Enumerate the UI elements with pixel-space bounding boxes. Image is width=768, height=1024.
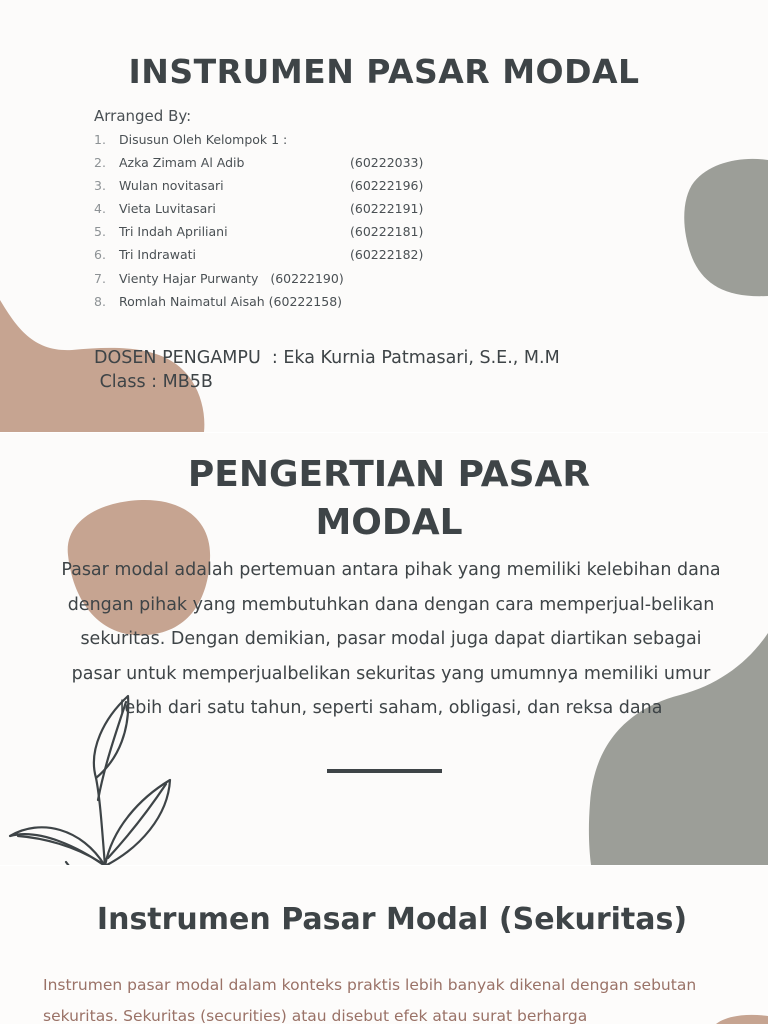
- page-title: INSTRUMEN PASAR MODAL: [128, 52, 640, 91]
- item-number: 6.: [94, 247, 106, 263]
- divider-bar: [327, 769, 442, 773]
- list-item: [94, 132, 344, 155]
- title-line-2: MODAL: [315, 502, 463, 543]
- lecturer-info: [94, 346, 560, 394]
- body-paragraph: Instrumen pasar modal dalam konteks praktis lebih banyak dikenal dengan sebutan sekuritas. Sekuritas (securities) atau disebut efek atau surat berharga: [43, 976, 697, 1024]
- member-id: (60222033): [350, 155, 424, 171]
- item-number: 8.: [94, 293, 106, 309]
- member-id: (60222182): [350, 247, 424, 263]
- member-name: Vienty Hajar Purwanty (60222190): [119, 270, 344, 286]
- title-line-1: PENGERTIAN PASAR: [187, 454, 591, 495]
- list-item: [94, 224, 424, 247]
- section-title: Instrumen Pasar Modal (Sekuritas): [96, 902, 688, 937]
- item-number: 7.: [94, 270, 106, 286]
- list-item: [94, 201, 424, 224]
- member-list: [94, 132, 424, 317]
- class-line: Class : MB5B: [94, 372, 213, 392]
- item-number: 2.: [94, 155, 106, 171]
- member-name: Tri Indrawati: [119, 247, 196, 263]
- arranged-by-label: Arranged By:: [94, 107, 192, 125]
- member-name: Vieta Luvitasari: [119, 201, 216, 217]
- item-number: 5.: [94, 224, 106, 240]
- member-name: Romlah Naimatul Aisah (60222158): [119, 293, 343, 309]
- member-name: Disusun Oleh Kelompok 1 :: [119, 132, 288, 147]
- item-number: 3.: [94, 178, 106, 194]
- section-title: [5, 451, 768, 547]
- lecturer-line: DOSEN PENGAMPU : Eka Kurnia Patmasari, S.E., M.M: [94, 348, 560, 368]
- member-id: (60222191): [350, 201, 424, 217]
- member-name: Wulan novitasari: [119, 178, 224, 194]
- slide-instruments: [0, 866, 768, 1024]
- list-item: [94, 178, 424, 201]
- list-item: [94, 247, 424, 270]
- list-item: [94, 271, 344, 294]
- item-number: 1.: [94, 132, 106, 147]
- member-id: (60222196): [350, 178, 424, 194]
- slide-title: [0, 0, 768, 432]
- list-item: [94, 155, 424, 178]
- gray-blob-right: [682, 158, 768, 298]
- member-name: Azka Zimam Al Adib: [119, 155, 245, 171]
- list-item: [94, 294, 344, 317]
- item-number: 4.: [94, 201, 106, 217]
- slide-definition: [0, 433, 768, 865]
- member-name: Tri Indah Apriliani: [119, 224, 228, 240]
- definition-paragraph: Pasar modal adalah pertemuan antara pihak yang memiliki kelebihan dana dengan pihak yang membutuhkan dana dengan cara memperjual-belikan sekuritas. Dengan demikian, pasar modal juga dapat diartikan sebagai pasar untuk memperjualbelikan sekuritas yang umumnya memiliki umur lebih dari satu tahun, seperti saham, obligasi, dan reksa dana: [61, 560, 721, 718]
- member-id: (60222181): [350, 224, 424, 240]
